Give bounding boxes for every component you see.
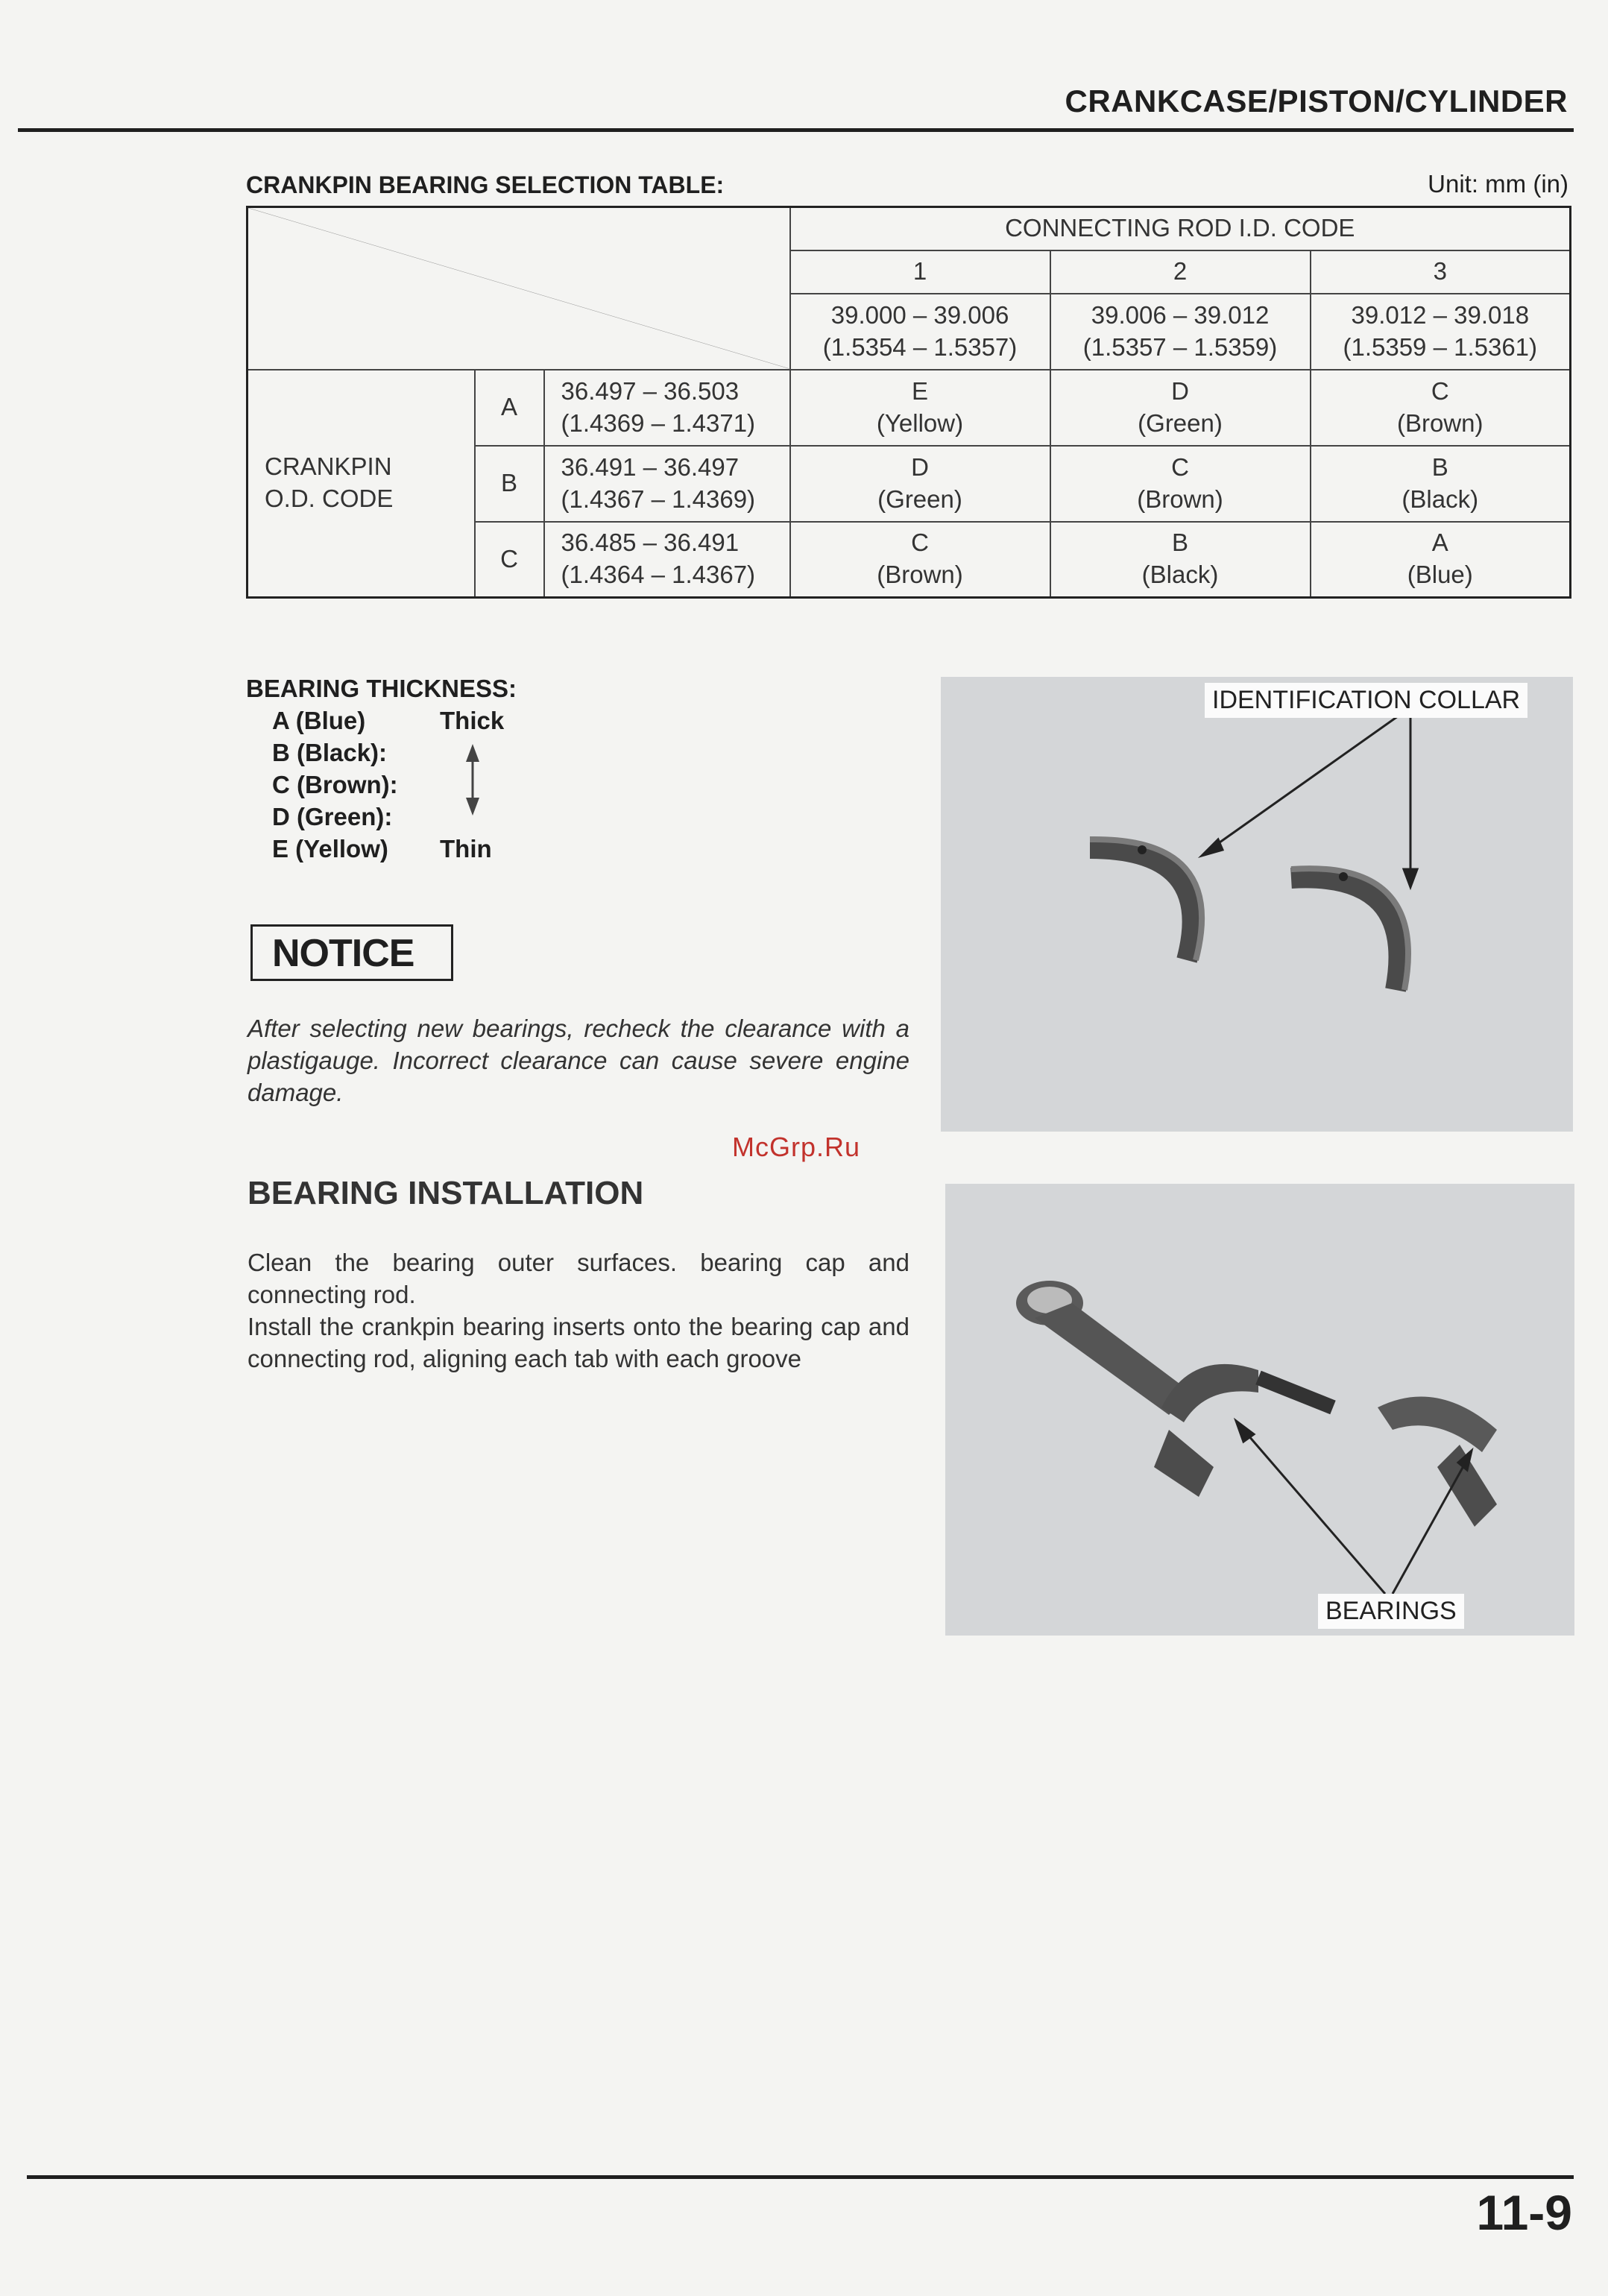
bearings-photo <box>945 1184 1574 1636</box>
bearing-cell: C (Brown) <box>1050 446 1311 522</box>
column-group-header: CONNECTING ROD I.D. CODE <box>790 207 1571 250</box>
table-unit: Unit: mm (in) <box>1428 170 1568 198</box>
column-code: 1 <box>790 250 1050 294</box>
bearing-cell: C (Brown) <box>1311 370 1571 446</box>
installation-paragraph: Clean the bearing outer surfaces. bearing cap and connecting rod. <box>247 1249 909 1308</box>
installation-heading: BEARING INSTALLATION <box>247 1175 644 1211</box>
bearing-cell: B (Black) <box>1311 446 1571 522</box>
column-code: 2 <box>1050 250 1311 294</box>
table-title: CRANKPIN BEARING SELECTION TABLE: <box>246 171 725 198</box>
thickness-item: E (Yellow) <box>272 835 388 862</box>
installation-paragraph: Install the crankpin bearing inserts onto the bearing cap and connecting rod, aligning each tab with each groove <box>247 1313 909 1372</box>
row-code: A <box>475 370 544 446</box>
thin-label: Thin <box>440 835 492 862</box>
column-code: 3 <box>1311 250 1571 294</box>
header-divider <box>18 128 1574 132</box>
bearing-thickness-title: BEARING THICKNESS: <box>246 675 517 702</box>
thick-label: Thick <box>440 707 505 734</box>
thickness-item: D (Green): <box>272 803 393 830</box>
row-code: C <box>475 522 544 598</box>
watermark: McGrp.Ru <box>732 1132 861 1162</box>
column-range: 39.000 – 39.006 (1.5354 – 1.5357) <box>790 294 1050 370</box>
notice-box <box>250 924 453 981</box>
row-code: B <box>475 446 544 522</box>
bearing-cell: B (Black) <box>1050 522 1311 598</box>
bearing-cell: C (Brown) <box>790 522 1050 598</box>
bearings-label: BEARINGS <box>1318 1594 1464 1629</box>
notice-text: After selecting new bearings, recheck the clearance with a plastigauge. Incorrect clearance can cause severe engine damage. <box>247 1015 909 1106</box>
row-range: 36.491 – 36.497 (1.4367 – 1.4369) <box>544 446 790 522</box>
thickness-double-arrow-icon <box>462 744 483 816</box>
column-range: 39.006 – 39.012 (1.5357 – 1.5359) <box>1050 294 1311 370</box>
column-range: 39.012 – 39.018 (1.5359 – 1.5361) <box>1311 294 1571 370</box>
row-group-label: CRANKPIN O.D. CODE <box>247 370 475 598</box>
thickness-item: A (Blue) <box>272 707 366 734</box>
thickness-item: C (Brown): <box>272 771 398 798</box>
row-range: 36.485 – 36.491 (1.4364 – 1.4367) <box>544 522 790 598</box>
bearing-cell: D (Green) <box>1050 370 1311 446</box>
bearing-cell: E (Yellow) <box>790 370 1050 446</box>
notice-label: NOTICE <box>272 932 414 975</box>
identification-collar-photo <box>941 677 1573 1132</box>
identification-collar-label: IDENTIFICATION COLLAR <box>1205 683 1527 718</box>
bearing-cell: D (Green) <box>790 446 1050 522</box>
thickness-item: B (Black): <box>272 739 388 766</box>
footer-divider <box>27 2175 1574 2179</box>
bearing-cell: A (Blue) <box>1311 522 1571 598</box>
page-number: 11-9 <box>1476 2185 1572 2240</box>
section-title: CRANKCASE/PISTON/CYLINDER <box>1065 83 1568 119</box>
table-corner-diagonal <box>247 207 790 370</box>
row-range: 36.497 – 36.503 (1.4369 – 1.4371) <box>544 370 790 446</box>
bearing-selection-table <box>246 206 1571 599</box>
